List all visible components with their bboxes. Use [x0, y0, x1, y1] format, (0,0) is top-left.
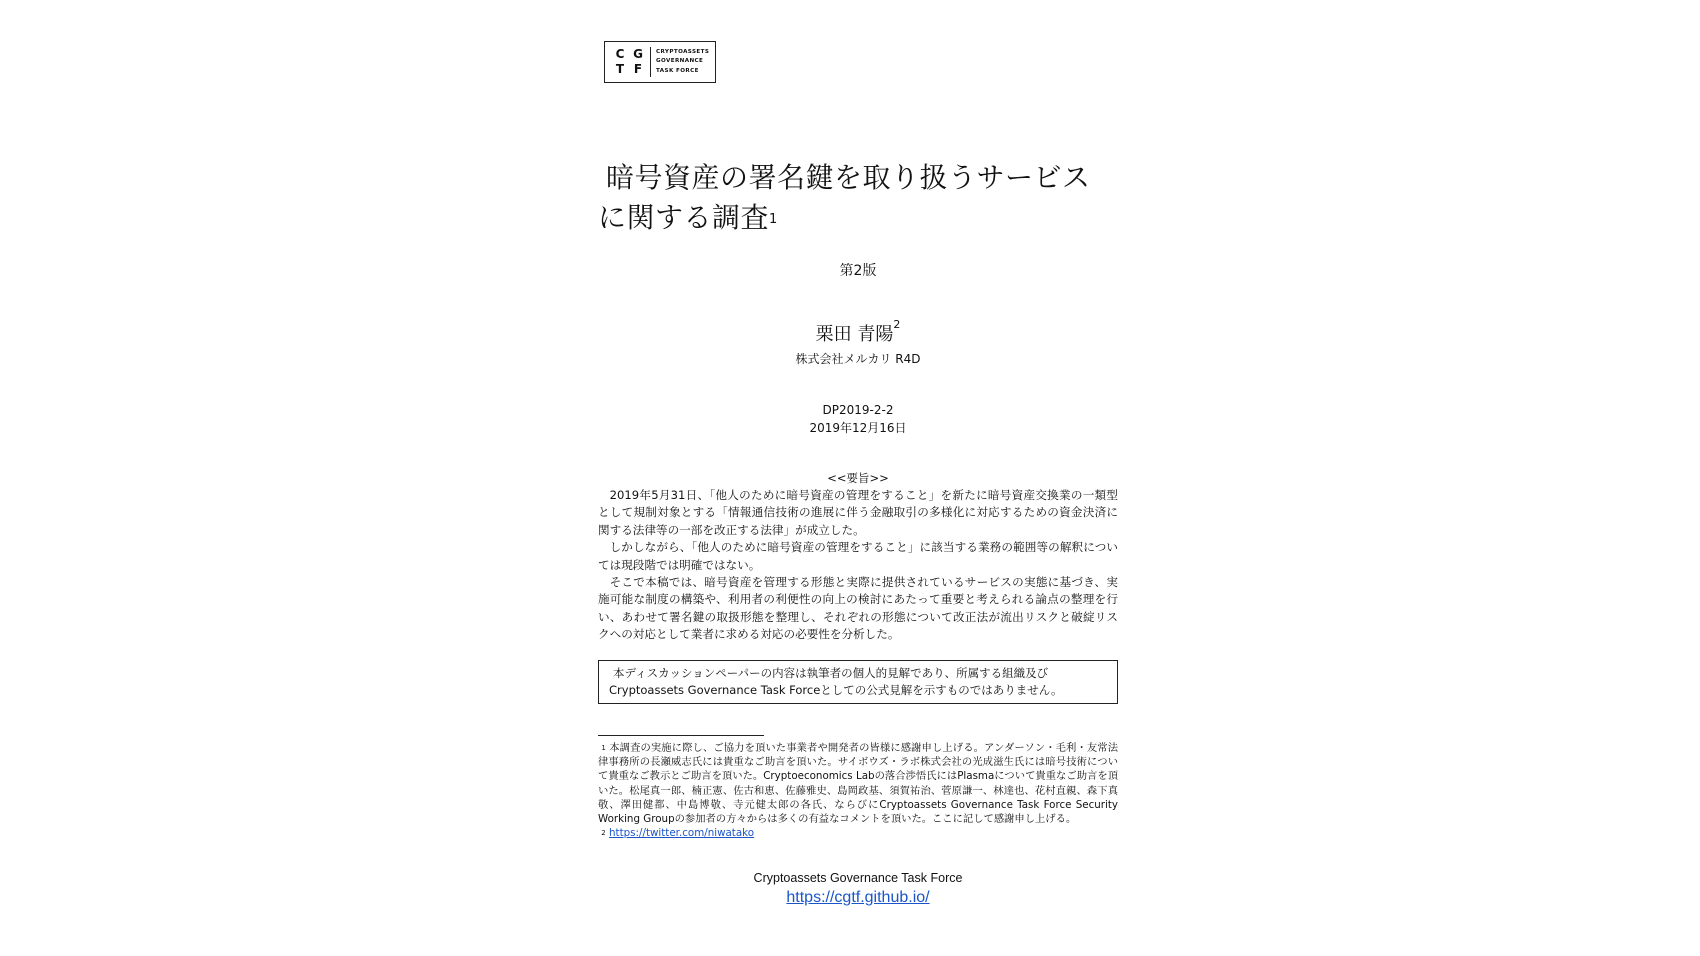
- document-date: 2019年12月16日: [809, 421, 907, 435]
- footnote-1-text: 本調査の実施に際し、ご協力を頂いた事業者や開発者の皆様に感謝申し上げる。アンダーソン・毛利・友常法律事務所の長瀬威志氏には貴重なご助言を頂いた。サイボウズ・ラボ株式会社の光成滋生氏には暗号技術について貴重なご教示とご助言を頂いた。Cryptoeconomics Labの落合渉悟氏にはPlasmaについて貴重なご助言を頂いた。松尾真一郎、楠正憲、佐古和恵、佐藤雅史、島岡政基、須賀祐治、菅原謙一、林達也、花村直親、森下真敬、澤田健都、中島博敬、寺元健太郎の各氏、ならびにCryptoassets Governance Task Force Security Working Groupの参加者の方々からは多くの有益なコメントを頂いた。ここに記して感謝申し上げる。: [598, 742, 1118, 826]
- logo-letter: C: [615, 47, 625, 61]
- abstract-heading: <<要旨>>: [827, 471, 889, 485]
- logo-letter: F: [633, 62, 643, 76]
- logo-text-line: GOVERNANCE: [656, 58, 704, 65]
- document-title: [598, 158, 1118, 238]
- title-line-2-text: に関する調査: [598, 201, 770, 234]
- author-footnote-mark: 2: [893, 318, 901, 331]
- document-body: [598, 0, 1118, 956]
- logo-letter: G: [633, 47, 643, 61]
- logo-text-line: CRYPTOASSETS: [656, 48, 710, 55]
- author-name-text: 栗田 青陽: [815, 324, 894, 345]
- logo-mark: [611, 47, 647, 77]
- footnotes: [598, 741, 1118, 840]
- footnote-1-mark: 1: [601, 744, 606, 752]
- disclaimer-box: [598, 660, 1118, 704]
- footnote-2: [598, 826, 1118, 840]
- title-line-2: [598, 198, 1118, 238]
- twitter-link[interactable]: https://twitter.com/niwatako: [609, 827, 755, 840]
- document-id: DP2019-2-2: [822, 403, 894, 417]
- footnote-rule: [598, 735, 764, 736]
- abstract-paragraph: 2019年5月31日、「他人のために暗号資産の管理をすること」を新たに暗号資産交換業の一類型として規制対象とする「情報通信技術の進展に伴う金融取引の多様化に対応するための資金決済に関する法律等の一部を改正する法律」が成立した。: [598, 488, 1118, 537]
- author-name: [598, 320, 1118, 346]
- logo-letter: T: [615, 62, 625, 76]
- logo-divider: [650, 47, 651, 77]
- logo-text-line: TASK FORCE: [656, 67, 699, 74]
- abstract-paragraph: しかしながら、「他人のために暗号資産の管理をすること」に該当する業務の範囲等の解釈については現段階では明確ではない。: [598, 540, 1118, 572]
- title-line-1: 暗号資産の署名鍵を取り扱うサービス: [606, 161, 1091, 194]
- logo-text: [656, 48, 709, 77]
- abstract-paragraph: そこで本稿では、暗号資産を管理する形態と実際に提供されているサービスの実態に基づき、実施可能な制度の構築や、利用者の利便性の向上の検討にあたって重要と考えられる論点の整理を行い、あわせて署名鍵の取扱形態を整理し、それぞれの形態について改正法が流出リスクと破綻リスクへの対応として業者に求める対応の必要性を分析した。: [598, 575, 1118, 642]
- disclaimer-line-1: 本ディスカッションペーパーの内容は執筆者の個人的見解であり、所属する組織及び: [613, 666, 1049, 680]
- footer-org-name: Cryptoassets Governance Task Force: [753, 871, 963, 885]
- disclaimer-line-2: Cryptoassets Governance Task Forceとしての公式見解を示すものではありません。: [609, 683, 1063, 697]
- footer-org-link[interactable]: https://cgtf.github.io/: [786, 889, 930, 906]
- edition-label: 第2版: [839, 263, 877, 279]
- document-meta: [598, 401, 1118, 437]
- title-footnote-mark: 1: [769, 212, 778, 227]
- footnote-1: [598, 741, 1118, 826]
- abstract-body: [598, 487, 1118, 644]
- cgtf-logo: [604, 41, 716, 83]
- footnote-2-mark: 2: [601, 829, 606, 838]
- author-affiliation: 株式会社メルカリ R4D: [795, 352, 921, 366]
